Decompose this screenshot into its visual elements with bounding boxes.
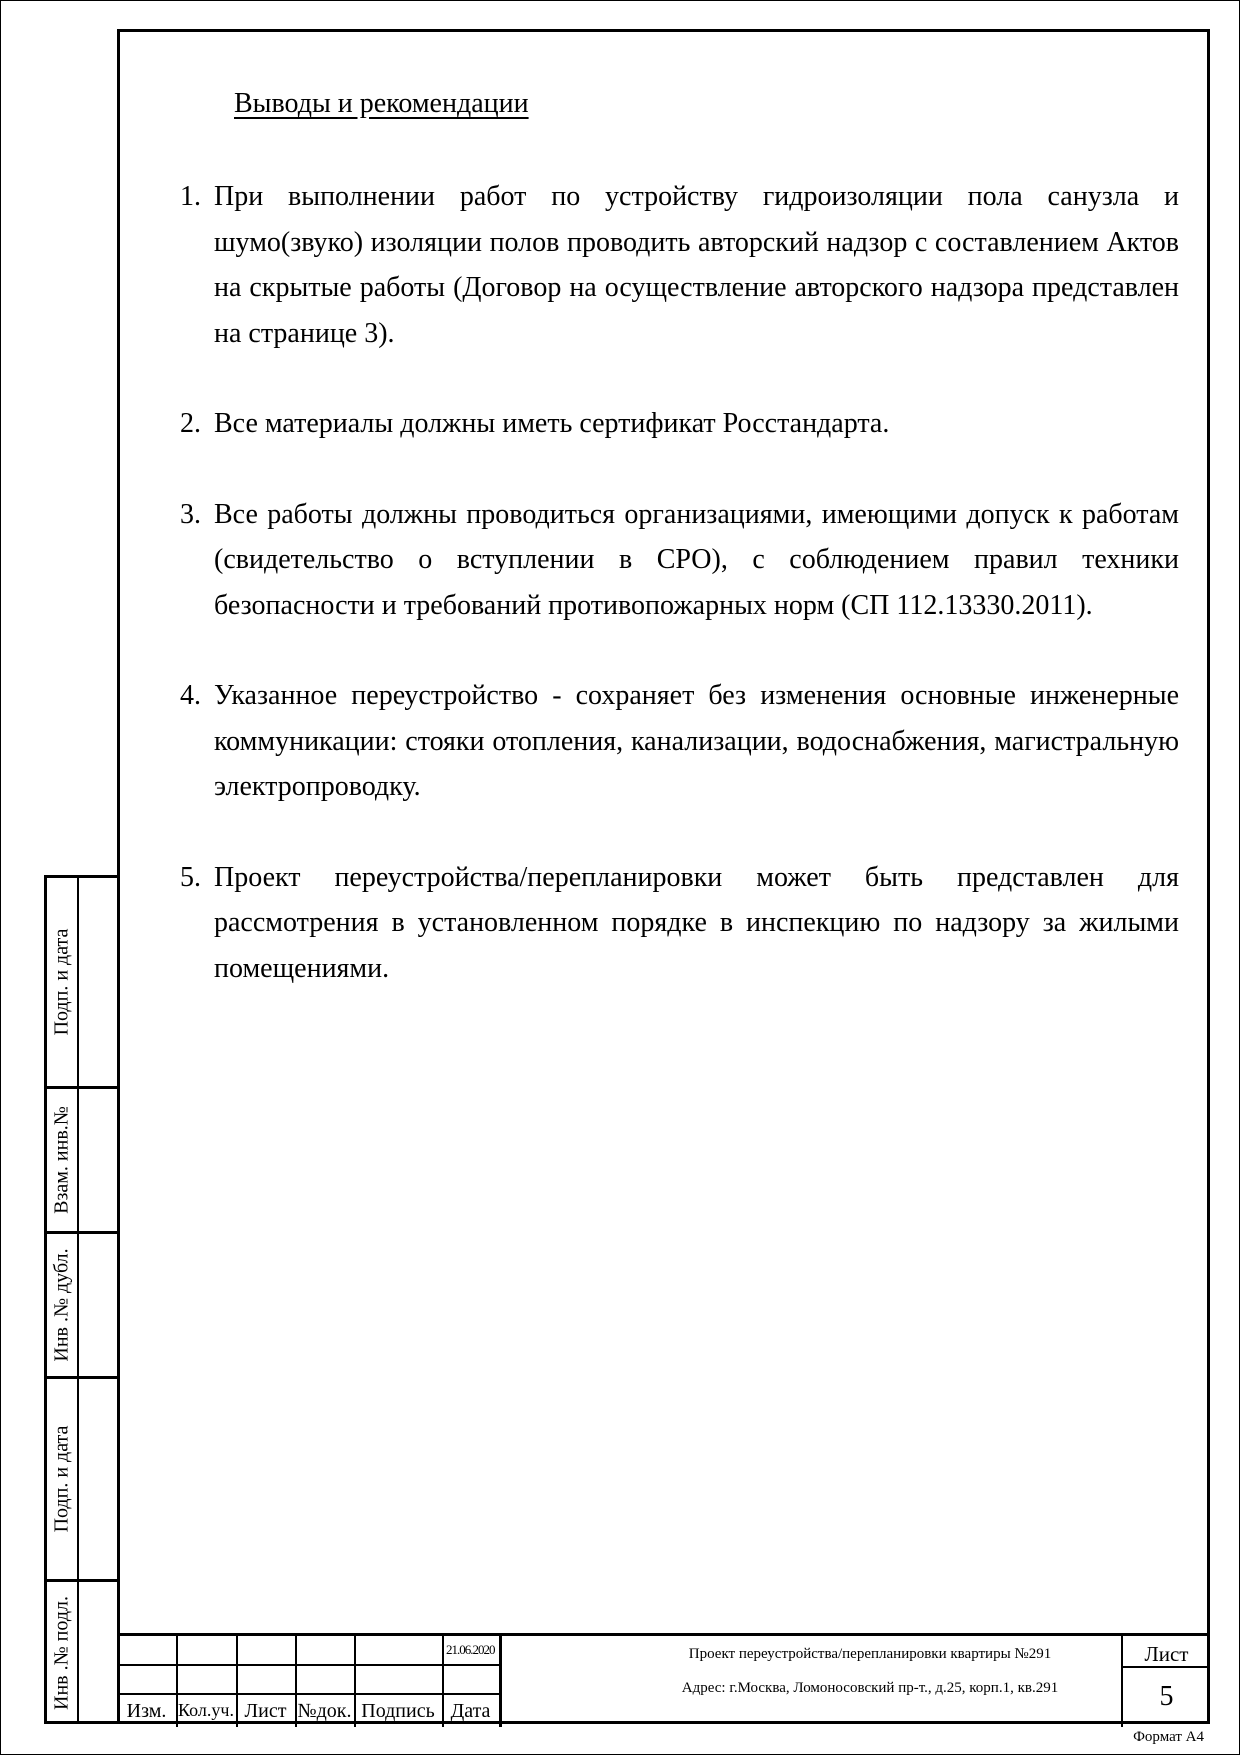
item-text: Проект переустройства/перепланировки может быть представлен для рассмотрения в установленном порядке в инспекцию по надзору за жилыми помещениями. bbox=[214, 861, 1179, 984]
side-stamp-label: Подп. и дата bbox=[50, 1425, 73, 1533]
column-label: Изм. bbox=[126, 1700, 167, 1722]
title-block bbox=[117, 1633, 1210, 1727]
side-stamp-cell bbox=[47, 1089, 117, 1234]
side-stamp-label: Инв .№ дубл. bbox=[50, 1248, 73, 1362]
item-text: Все материалы должны иметь сертификат Росстандарта. bbox=[214, 408, 890, 439]
side-stamp-cell bbox=[47, 1379, 117, 1582]
item-text: Все работы должны проводиться организациями, имеющими допуск к работам (свидетельство о вступлении в СРО), с соблюдением правил техники безопасности и требований противопожарных норм (СП 112.13330.2011). bbox=[214, 498, 1179, 621]
list-item bbox=[160, 174, 1179, 356]
column-label: №док. bbox=[297, 1700, 352, 1722]
column-label: Кол.уч. bbox=[178, 1700, 234, 1720]
item-number: 5. bbox=[180, 861, 201, 893]
column-label: Лист bbox=[244, 1700, 287, 1722]
list-item bbox=[160, 855, 1179, 992]
paper-format: Формат А4 bbox=[1133, 1729, 1204, 1745]
side-stamp-cell bbox=[47, 1582, 117, 1724]
revision-date: 21.06.2020 bbox=[446, 1642, 495, 1657]
column-label: Дата bbox=[450, 1700, 491, 1722]
item-number: 1. bbox=[180, 181, 201, 212]
sheet-number: 5 bbox=[1159, 1681, 1174, 1712]
item-number: 2. bbox=[180, 408, 201, 439]
project-address: Адрес: г.Москва, Ломоносовский пр-т., д.25, корп.1, кв.291 bbox=[681, 1680, 1059, 1696]
column-label: Подпись bbox=[361, 1700, 435, 1722]
side-stamp-label: Взам. инв.№ bbox=[50, 1106, 73, 1214]
item-number: 3. bbox=[180, 498, 201, 530]
list-item bbox=[160, 401, 1179, 447]
side-stamp-divider bbox=[77, 1234, 79, 1376]
side-stamp-divider bbox=[77, 878, 79, 1086]
side-stamp bbox=[44, 875, 117, 1724]
sheet-label: Лист bbox=[1144, 1642, 1189, 1666]
section-heading: Выводы и рекомендации bbox=[234, 88, 529, 119]
recommendations-list bbox=[160, 174, 1179, 1036]
side-stamp-divider bbox=[77, 1379, 79, 1579]
item-number: 4. bbox=[180, 680, 201, 711]
item-text: Указанное переустройство - сохраняет без изменения основные инженерные коммуникации: стояки отопления, канализации, водоснабжения, магистральную электропроводку. bbox=[214, 680, 1179, 802]
side-stamp-cell bbox=[47, 878, 117, 1089]
side-stamp-divider bbox=[77, 1582, 79, 1724]
list-item bbox=[160, 673, 1179, 810]
project-title: Проект переустройства/перепланировки квартиры №291 bbox=[688, 1646, 1052, 1662]
side-stamp-divider bbox=[77, 1089, 79, 1231]
side-stamp-cell bbox=[47, 1234, 117, 1379]
title-block-grid bbox=[117, 1636, 501, 1727]
item-text: При выполнении работ по устройству гидроизоляции пола санузла и шумо(звуко) изоляции полов проводить авторский надзор с составлением Актов на скрытые работы (Договор на осуществление авторского надзора представлен на странице 3). bbox=[214, 181, 1179, 349]
side-stamp-label: Инв .№ подл. bbox=[50, 1596, 73, 1710]
side-stamp-label: Подп. и дата bbox=[50, 928, 73, 1036]
list-item bbox=[160, 492, 1179, 629]
